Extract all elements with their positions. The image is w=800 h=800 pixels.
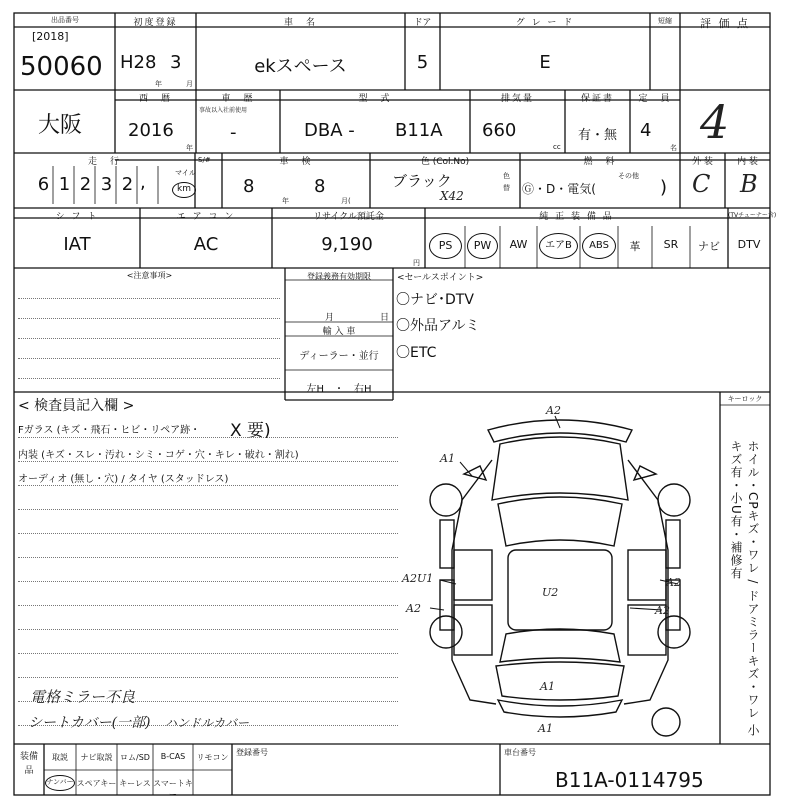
reg-day-unit: 日 <box>380 313 390 323</box>
score-value: 4 <box>700 95 730 149</box>
color-code: X42 <box>440 189 464 203</box>
western-year-unit: 年 <box>186 144 193 152</box>
damage-mark-roof: U2 <box>542 586 559 599</box>
exterior-grade: C <box>692 170 711 198</box>
glass-line: Fガラス (キズ・飛石・ヒビ・リペア跡・ <box>18 425 201 436</box>
equip-ps: PS <box>429 233 462 259</box>
steering-option: 左H ・ 右H <box>306 384 372 395</box>
cc-unit: cc <box>553 143 561 151</box>
mileage-separator: , <box>140 172 146 193</box>
inspector-line <box>18 485 398 486</box>
first-reg-label: 初度登録 <box>133 18 178 28</box>
footer-item: 取説 <box>52 753 68 762</box>
grade-value: E <box>539 52 551 73</box>
audio-line: オーディオ (無し・穴) / タイヤ (スタッドレス) <box>18 474 229 485</box>
exterior-label: 外 装 <box>692 157 713 167</box>
car-damage-diagram <box>400 400 720 744</box>
key-lock-label: キーロック <box>727 395 763 403</box>
lot-label: 出品番号 <box>51 16 79 24</box>
note-line <box>18 318 280 319</box>
displacement-label: 排気量 <box>500 94 534 104</box>
damage-mark-front: A2 <box>546 404 561 417</box>
glass-mark: X 要) <box>230 421 271 441</box>
inspector-line <box>18 461 398 462</box>
inspector-line <box>18 605 398 606</box>
western-year: 2016 <box>128 120 174 141</box>
model-label: 型 式 <box>358 94 392 104</box>
interior-label: 内 装 <box>737 157 758 167</box>
inspector-line <box>18 677 398 678</box>
inspection-label: 車 検 <box>279 157 313 167</box>
damage-mark-right-rear: A2 <box>655 604 670 617</box>
recycle-label: リサイクル預託金 <box>313 212 384 222</box>
registration-expiry-label: 登録義務有効期限 <box>307 272 371 281</box>
ac-value: AC <box>193 234 219 255</box>
warranty-value: 有・無 <box>578 128 618 143</box>
inspection-year: 8 <box>243 176 255 197</box>
chassis-number-label: 車台番号 <box>504 748 536 757</box>
damage-mark-rear: A1 <box>538 722 553 735</box>
seats-label: 定 員 <box>638 94 672 104</box>
dealer-option: ディーラー・並行 <box>299 351 379 362</box>
interior-line: 内装 (キズ・スレ・汚れ・シミ・コゲ・穴・キレ・破れ・割れ) <box>18 450 299 461</box>
mileage-digit: 6 <box>37 174 50 195</box>
fuel-options: Ⓖ・D・電気( <box>522 182 596 196</box>
damage-mark-left-front: A1 <box>440 452 455 465</box>
damage-mark-right-mid: A2 <box>666 576 681 589</box>
import-label: 輸 入 車 <box>322 327 356 337</box>
inspection-month-unit: 月( <box>341 197 351 205</box>
interior-grade: B <box>740 170 758 198</box>
footer-item: リモコン <box>196 753 229 762</box>
inspector-line <box>18 581 398 582</box>
footer-item-circled: ナンバー <box>45 775 75 791</box>
note-line <box>18 338 280 339</box>
fuel-other-label: その他 <box>618 172 639 180</box>
fuel-label: 燃 料 <box>583 157 617 167</box>
caution-label: <注意事項> <box>126 271 173 280</box>
first-reg-month: 3 <box>170 52 182 73</box>
km-unit-circled: km <box>172 182 196 198</box>
color-label: 色 (Col.No) <box>420 157 470 167</box>
mileage-digit: 2 <box>121 174 134 195</box>
footer-item: スマートキー <box>153 779 193 799</box>
year-unit: 年 <box>155 80 162 88</box>
mileage-digit: 2 <box>79 174 92 195</box>
month-unit: 月 <box>186 80 193 88</box>
shaken-label: S/# <box>198 156 211 164</box>
history-label: 車 歴 <box>221 94 255 104</box>
note-line <box>18 358 280 359</box>
inspection-year-unit: 年 <box>282 197 289 205</box>
color-change-label: 色替 <box>503 172 510 192</box>
inspector-line <box>18 437 398 438</box>
inspector-line <box>18 557 398 558</box>
sales-point: 〇ETC <box>396 345 437 361</box>
shift-value: IAT <box>63 234 91 255</box>
year-tag: [2018] <box>32 30 69 43</box>
warranty-label: 保証書 <box>580 94 614 104</box>
yen-unit: 円 <box>413 259 420 267</box>
tuner-label: (TVチューナー含) <box>728 212 777 219</box>
equip-pw: PW <box>467 233 498 259</box>
mileage-digit: 3 <box>100 174 113 195</box>
score-label: 評 価 点 <box>700 17 750 30</box>
footer-item: ロム/SD <box>120 753 150 762</box>
equip-abs: ABS <box>582 233 616 259</box>
fuel-close: ) <box>660 177 668 198</box>
equip-dtv: DTV <box>737 238 761 251</box>
shortened-label: 短縮 <box>658 17 672 25</box>
recycle-value: 9,190 <box>321 234 373 255</box>
footer-item: B-CAS <box>160 752 186 761</box>
history-value: - <box>230 122 237 143</box>
equip-airbag: エアB <box>539 233 578 259</box>
damage-mark-trunk: A1 <box>540 680 555 693</box>
footer-item: ナビ取説 <box>80 753 113 762</box>
doors-value: 5 <box>416 52 429 73</box>
region: 大阪 <box>38 113 83 138</box>
equip-leather: 革 <box>629 240 641 253</box>
damage-mark-left-rear: A2 <box>406 602 421 615</box>
shift-label: シ フ ト <box>55 212 99 222</box>
history-note: 事故以入社前使用 <box>199 107 248 114</box>
equip-sunroof: SR <box>663 238 679 251</box>
note-line <box>18 378 280 379</box>
mileage-label: 走 行 <box>87 157 121 167</box>
sales-point: 〇ナビ･DTV <box>396 292 474 308</box>
grade-label: グ レ ー ド <box>515 18 575 28</box>
ac-label: エ ア コ ン <box>176 212 236 222</box>
western-year-label: 西 暦 <box>138 94 172 104</box>
first-reg-era: H28 <box>120 52 157 73</box>
damage-mark-left-mid: A2U1 <box>402 572 434 585</box>
color-value: ブラック <box>392 172 452 190</box>
inspector-title: < 検査員記入欄 > <box>18 398 135 414</box>
inspector-line <box>18 509 398 510</box>
model-prefix: DBA - <box>304 120 355 141</box>
registration-number-label: 登録番号 <box>236 748 268 757</box>
car-name: ekスペース <box>254 56 347 77</box>
footer-equip-label: 装備品 <box>19 752 38 776</box>
seats-unit: 名 <box>670 144 677 152</box>
handwritten-note: ハンドルカバー <box>165 716 250 730</box>
doors-label: ドア <box>413 18 432 28</box>
handwritten-note: 電格ミラー不良 <box>30 688 136 706</box>
mile-unit-label: マイル <box>175 169 196 177</box>
note-line <box>18 298 280 299</box>
model-code: B11A <box>395 120 443 141</box>
footer-item: キーレス <box>119 779 151 788</box>
inspector-line <box>18 653 398 654</box>
handwritten-note: シートカバー(一部) <box>28 715 151 731</box>
car-name-label: 車 名 <box>283 18 317 28</box>
equip-navi: ナビ <box>698 240 720 253</box>
wheel-mirror-legend: ホイル・CPキズ・ワレ / ドアミラーキズ・ワレ 小キズ有・小U有・補修有 <box>729 440 760 738</box>
seats-value: 4 <box>640 120 652 141</box>
footer-item: スペアキー <box>76 779 117 788</box>
sales-points-label: <セールスポイント> <box>397 273 484 283</box>
mileage-digit: 1 <box>58 174 71 195</box>
chassis-number: B11A-0114795 <box>555 768 704 792</box>
inspector-line <box>18 629 398 630</box>
reg-month-unit: 月 <box>325 313 335 323</box>
inspection-month: 8 <box>314 176 326 197</box>
lot-number: 50060 <box>20 52 103 82</box>
equip-aw: AW <box>509 238 528 251</box>
sales-point: 〇外品アルミ <box>396 318 480 334</box>
displacement-value: 660 <box>482 120 517 141</box>
inspector-line <box>18 533 398 534</box>
equipment-label: 純 正 装 備 品 <box>539 212 614 222</box>
